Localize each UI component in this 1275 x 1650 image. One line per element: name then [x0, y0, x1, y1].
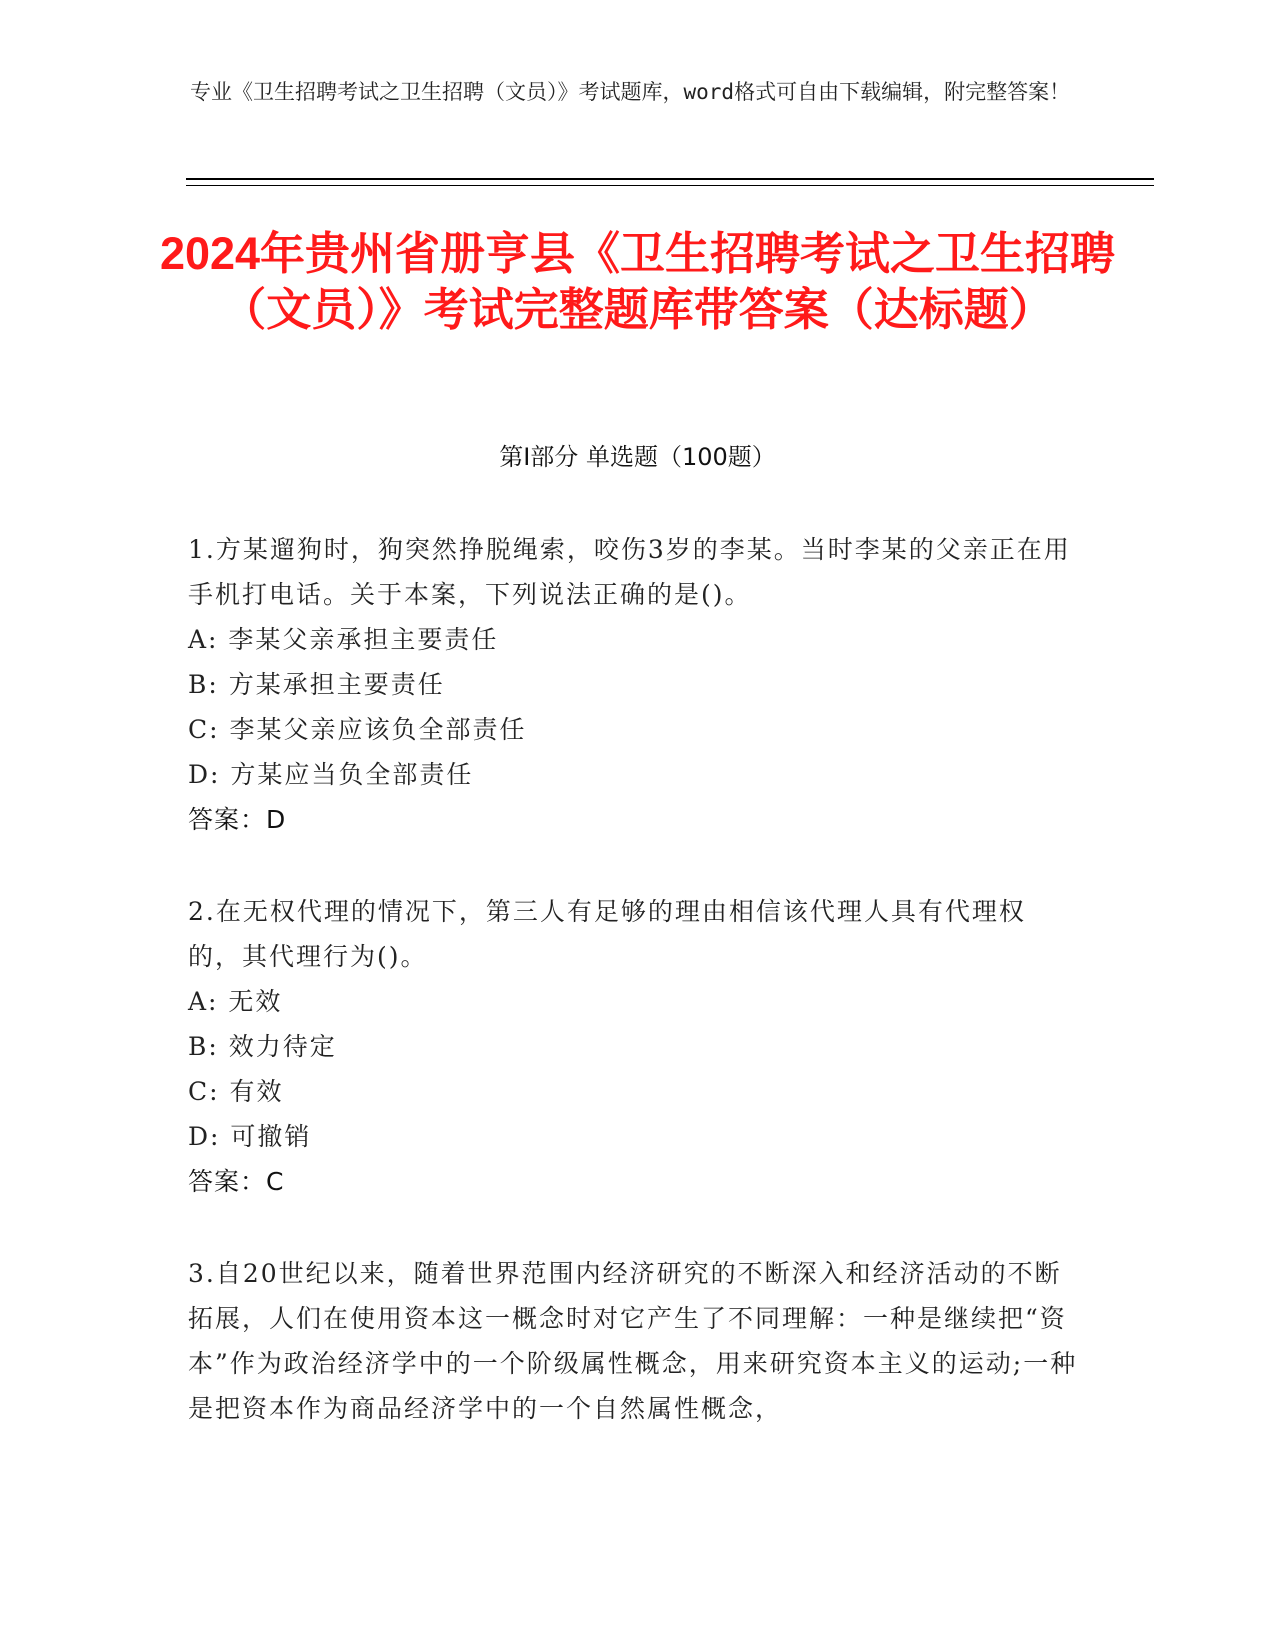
header-rule-thin: [186, 185, 1154, 186]
option-b: B: 效力待定: [188, 1032, 337, 1061]
option-a: A: 李某父亲承担主要责任: [188, 625, 499, 654]
question-1: [188, 527, 1078, 842]
question-stem: 1.方某遛狗时，狗突然挣脱绳索，咬伤3岁的李某。当时李某的父亲正在用手机打电话。关于本案，下列说法正确的是()。: [188, 535, 1071, 609]
option-b: B: 方某承担主要责任: [188, 670, 445, 699]
header-rule-thick: [186, 178, 1154, 180]
answer: 答案：C: [188, 1167, 285, 1196]
option-d: D: 方某应当负全部责任: [188, 760, 474, 789]
option-c: C: 有效: [188, 1077, 284, 1106]
question-stem: 2.在无权代理的情况下，第三人有足够的理由相信该代理人具有代理权的，其代理行为()。: [188, 897, 1026, 971]
option-d: D: 可撤销: [188, 1122, 312, 1151]
question-list: [188, 527, 1078, 1478]
question-3: [188, 1251, 1078, 1431]
question-stem: 3.自20世纪以来，随着世界范围内经济研究的不断深入和经济活动的不断拓展，人们在使用资本这一概念时对它产生了不同理解：一种是继续把“资本”作为政治经济学中的一个阶级属性概念，用来研究资本主义的运动;一种是把资本作为商品经济学中的一个自然属性概念，: [188, 1259, 1078, 1423]
section-heading: 第I部分 单选题（100题）: [499, 443, 776, 471]
option-c: C: 李某父亲应该负全部责任: [188, 715, 527, 744]
document-title: 2024年贵州省册亨县《卫生招聘考试之卫生招聘（文员）》考试完整题库带答案（达标题）: [159, 228, 1116, 335]
option-a: A: 无效: [188, 987, 283, 1016]
header-note: 专业《卫生招聘考试之卫生招聘（文员）》考试题库，word格式可自由下载编辑，附完整答案！: [190, 80, 1071, 104]
answer: 答案：D: [188, 805, 287, 834]
question-2: [188, 889, 1078, 1204]
